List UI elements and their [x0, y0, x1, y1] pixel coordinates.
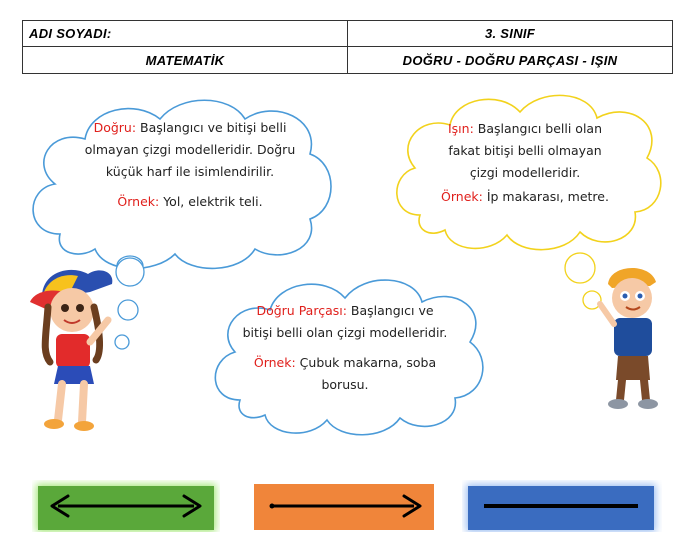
dogru-line3: küçük harf ile isimlendirilir. [105, 164, 275, 179]
parca-example-line2: borusu. [321, 377, 369, 392]
dogru-line1: Başlangıcı ve bitişi belli [136, 120, 287, 135]
dogru-line2: olmayan çizgi modelleridir. Doğru [84, 142, 296, 157]
topic-label: DOĞRU - DOĞRU PARÇASI - IŞIN [402, 52, 618, 68]
boy-illustration [590, 262, 675, 412]
blue-segment-card [462, 480, 662, 532]
parca-text [225, 300, 465, 396]
dogru-example: Yol, elektrik teli. [159, 194, 263, 209]
isin-example-label: Örnek: [441, 189, 483, 204]
isin-example: İp makarası, metre. [482, 189, 609, 204]
dogru-text [60, 117, 320, 213]
parca-term: Doğru Parçası: [256, 303, 347, 318]
dogru-example-label: Örnek: [117, 194, 160, 209]
isin-line3: çizgi modelleridir. [469, 165, 581, 180]
subject-label: MATEMATİK [23, 47, 348, 73]
dogru-term: Doğru: [93, 120, 137, 135]
parca-example-line1: Çubuk makarna, soba [295, 355, 437, 370]
class-label: 3. SINIF [348, 21, 672, 47]
parca-line2: bitişi belli olan çizgi modelleridir. [242, 325, 448, 340]
orange-ray-card [250, 480, 438, 532]
isin-term: Işın: [447, 121, 474, 136]
parca-line1: Başlangıcı ve [346, 303, 434, 318]
parca-example-label: Örnek: [253, 355, 296, 370]
isin-text [410, 118, 640, 208]
girl-illustration [20, 262, 130, 434]
isin-line2: fakat bitişi belli olmayan [448, 143, 602, 158]
name-label: ADI SOYADI: [23, 21, 348, 47]
worksheet-header [22, 20, 673, 74]
isin-line1: Başlangıcı belli olan [473, 121, 603, 136]
green-line-card [32, 480, 220, 532]
